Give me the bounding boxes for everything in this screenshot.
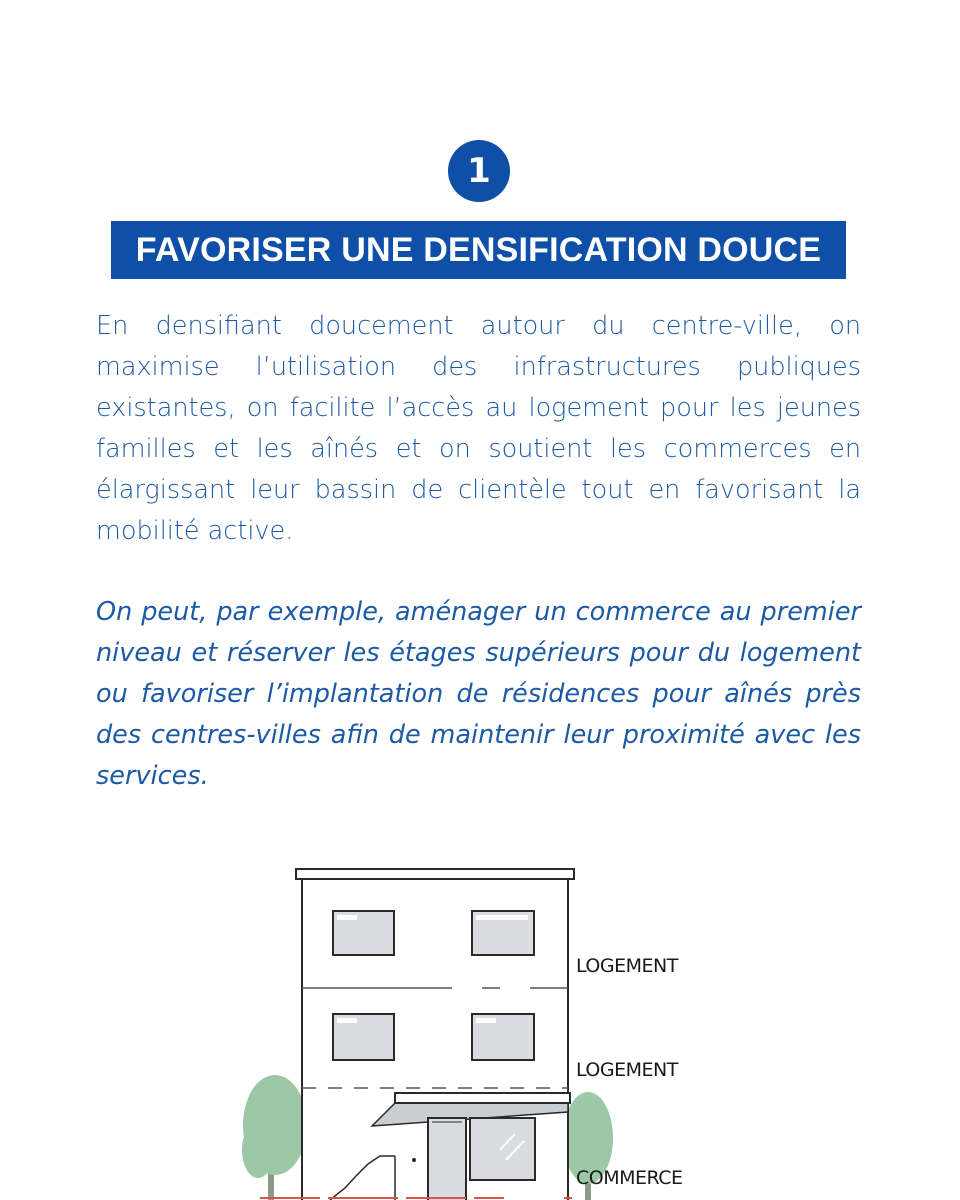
roof-cornice — [296, 869, 574, 879]
floor-label-middle: LOGEMENT — [576, 1059, 678, 1081]
intro-paragraph: En densifiant doucement autour du centre-ville, on maximise l’utilisation des infrastructures publiques existantes, on facilite l’accès au logement pour les jeunes familles et les aînés et on soutient les commerces en élargissant leur bassin de clientèle tout en favorisant la mobilité active. — [96, 311, 861, 546]
shop-door-icon — [428, 1118, 466, 1200]
mixed-use-building-illustration — [0, 850, 960, 1200]
window-icon — [472, 1014, 534, 1060]
window-icon — [333, 911, 394, 955]
shop-window-icon — [470, 1118, 535, 1180]
window-icon — [333, 1014, 394, 1060]
floor-label-top: LOGEMENT — [576, 955, 678, 977]
example-paragraph: On peut, par exemple, aménager un commerce au premier niveau et réserver les étages supérieurs pour du logement ou favoriser l’implantation de résidences pour aînés près des centres-villes afin de maintenir leur proximité avec les services. — [96, 597, 861, 791]
window-icon — [472, 911, 534, 955]
step-number-badge: 1 — [448, 140, 510, 202]
floor-label-ground: COMMERCE — [576, 1167, 683, 1189]
section-title: FAVORISER UNE DENSIFICATION DOUCE — [111, 221, 846, 279]
tree-left-icon — [242, 1075, 307, 1200]
